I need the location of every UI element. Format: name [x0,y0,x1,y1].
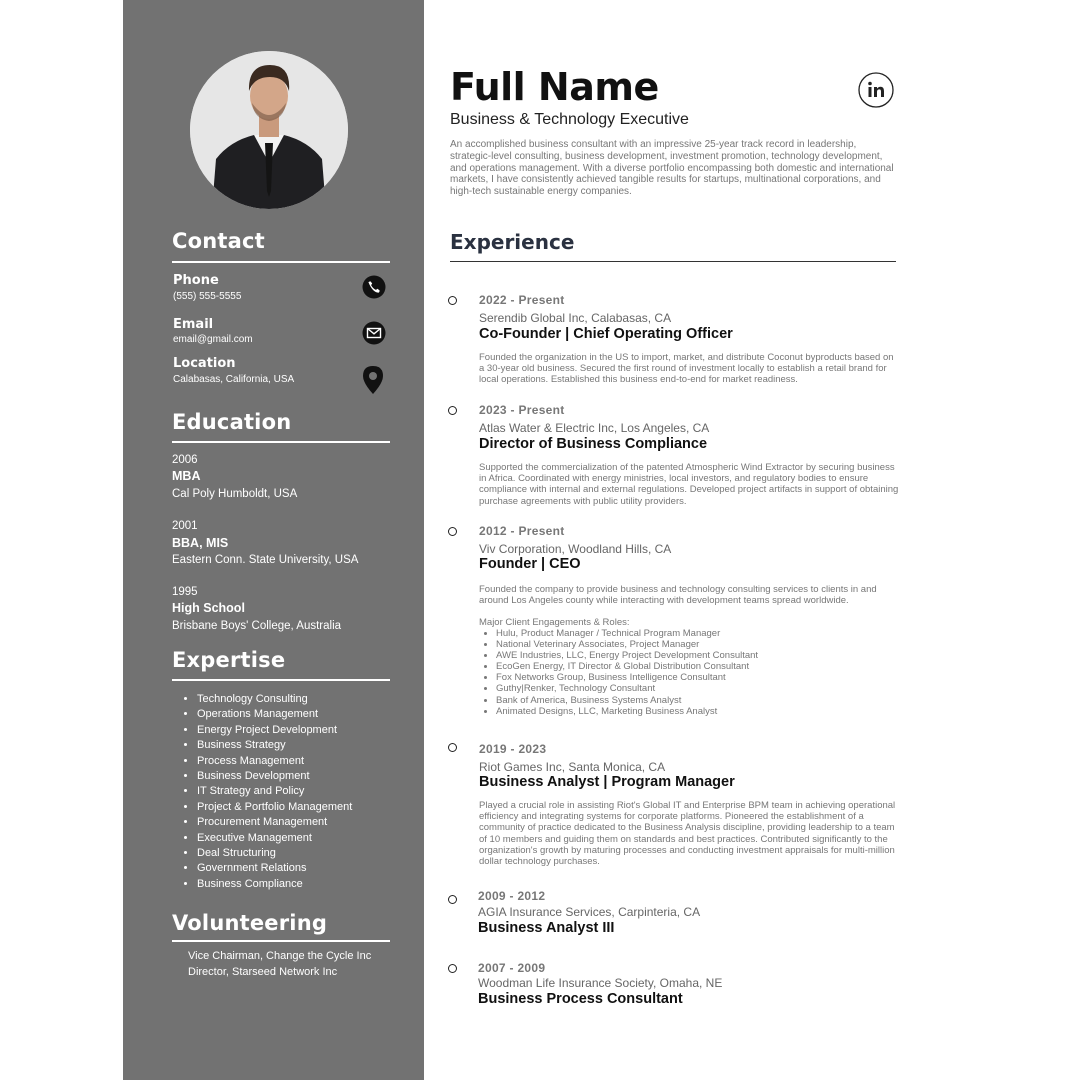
job-company: Atlas Water & Electric Inc, Los Angeles, CA [479,421,710,435]
edu-year: 2001 [172,520,198,532]
expertise-item: • Operations Management [197,707,352,722]
volunteering-heading: Volunteering [172,911,328,935]
edu-year: 1995 [172,586,198,598]
job-date: 2012 - Present [479,524,565,538]
phone-label: Phone [173,273,219,288]
job-description: Supported the commercialization of the patented Atmospheric Wind Extractor by securing business in Africa. Coordinated with energy ministries, local investors, and regulatory bodies to ensure compliance with internal and external regulations. Developed project artifacts in support of obtaining purchase agreements with public utility providers. [479,462,899,507]
job-date: 2019 - 2023 [479,742,547,756]
job-date: 2022 - Present [479,293,565,307]
experience-heading: Experience [450,230,575,254]
education-heading: Education [172,410,292,434]
expertise-heading: Expertise [172,648,286,672]
location-label: Location [173,356,236,371]
job-role: Business Analyst III [478,920,615,936]
email-value[interactable]: email@gmail.com [173,334,253,345]
job-role: Director of Business Compliance [479,436,708,452]
profile-summary: An accomplished business consultant with an impressive 25-year track record in leadership, strategic-level consulting, business development, investment promotion, technology development, and operations management. With a diverse portfolio encompassing both domestic and international markets, I have consistently achieved tangible results for startups, multinational corporations, and high-tech sustainable energy companies. [450,139,894,198]
clients-heading: Major Client Engagements & Roles: [479,617,630,628]
client-item: • Bank of America, Business Systems Analyst [496,695,758,706]
job-company: Riot Games Inc, Santa Monica, CA [479,760,666,774]
expertise-item: • Executive Management [197,831,352,846]
expertise-item: • Business Compliance [197,877,352,892]
expertise-item: • Business Development [197,769,352,784]
phone-icon [362,275,386,299]
timeline-dot [448,296,457,305]
job-description: Founded the organization in the US to import, market, and distribute Coconut byproducts based on a 30-year old business. Secured the first round of investment locally to establish a retail brand for local operations. Established this business end-to-end for market readiness. [479,352,894,386]
client-item: • Fox Networks Group, Business Intelligence Consultant [496,672,758,683]
job-company: AGIA Insurance Services, Carpinteria, CA [478,905,701,919]
job-role: Business Process Consultant [478,991,683,1007]
linkedin-icon[interactable] [858,72,894,108]
job-date: 2023 - Present [479,403,565,417]
edu-degree: BBA, MIS [172,536,229,550]
client-item: • AWE Industries, LLC, Energy Project Development Consultant [496,650,758,661]
email-label: Email [173,317,214,332]
edu-school: Eastern Conn. State University, USA [172,554,359,566]
experience-divider [450,261,896,262]
client-item: • EcoGen Energy, IT Director & Global Distribution Consultant [496,661,758,672]
job-role: Founder | CEO [479,556,581,572]
full-name: Full Name [450,65,659,109]
expertise-divider [172,679,390,681]
expertise-item: • Business Strategy [197,738,352,753]
timeline-dot [448,743,457,752]
expertise-item: • Process Management [197,754,352,769]
edu-school: Brisbane Boys' College, Australia [172,620,342,632]
expertise-list [172,692,352,892]
edu-school: Cal Poly Humboldt, USA [172,488,298,500]
volunteering-divider [172,940,390,942]
contact-heading: Contact [172,229,265,253]
timeline-dot [448,895,457,904]
job-role: Business Analyst | Program Manager [479,774,735,790]
client-list [479,628,758,717]
client-item: • National Veterinary Associates, Project Manager [496,639,758,650]
expertise-item: • IT Strategy and Policy [197,784,352,799]
job-company: Woodman Life Insurance Society, Omaha, NE [478,976,723,990]
expertise-item: • Government Relations [197,861,352,876]
timeline-dot [448,964,457,973]
job-date: 2007 - 2009 [478,961,546,975]
job-headline: Business & Technology Executive [450,111,689,128]
client-item: • Animated Designs, LLC, Marketing Business Analyst [496,706,758,717]
edu-degree: High School [172,601,245,615]
job-description: Founded the company to provide business and technology consulting services to clients in and around Los Angeles county while interacting with development teams spread worldwide. [479,584,877,607]
job-role: Co-Founder | Chief Operating Officer [479,326,733,342]
education-divider [172,441,390,443]
volunteering-item: Director, Starseed Network Inc [188,966,338,978]
edu-year: 2006 [172,454,198,466]
volunteering-item: Vice Chairman, Change the Cycle Inc [188,950,372,962]
phone-value[interactable]: (555) 555-5555 [173,291,242,302]
job-description: Played a crucial role in assisting Riot's Global IT and Enterprise BPM team in achieving operational efficiency and integrating systems for corporate platforms. Pioneered the establishment of a community of practice dedicated to the Business Analysis discipline, providing leadership to a team of 10 members and guiding them on standards and best practices. Contributed significantly to the organization's growth by maturing processes and conducting investment appraisals for multi-million dollar technology purchases. [479,800,896,868]
job-company: Serendib Global Inc, Calabasas, CA [479,311,672,325]
job-date: 2009 - 2012 [478,889,546,903]
location-value: Calabasas, California, USA [173,374,295,385]
client-item: • Hulu, Product Manager / Technical Program Manager [496,628,758,639]
contact-divider [172,261,390,263]
profile-photo [190,51,348,209]
expertise-item: • Energy Project Development [197,723,352,738]
client-item: • Guthy|Renker, Technology Consultant [496,683,758,694]
email-icon [362,321,386,345]
job-company: Viv Corporation, Woodland Hills, CA [479,542,672,556]
expertise-item: • Deal Structuring [197,846,352,861]
timeline-dot [448,527,457,536]
edu-degree: MBA [172,469,201,483]
timeline-dot [448,406,457,415]
expertise-item: • Procurement Management [197,815,352,830]
expertise-item: • Technology Consulting [197,692,352,707]
expertise-item: • Project & Portfolio Management [197,800,352,815]
location-pin-icon [362,365,384,395]
